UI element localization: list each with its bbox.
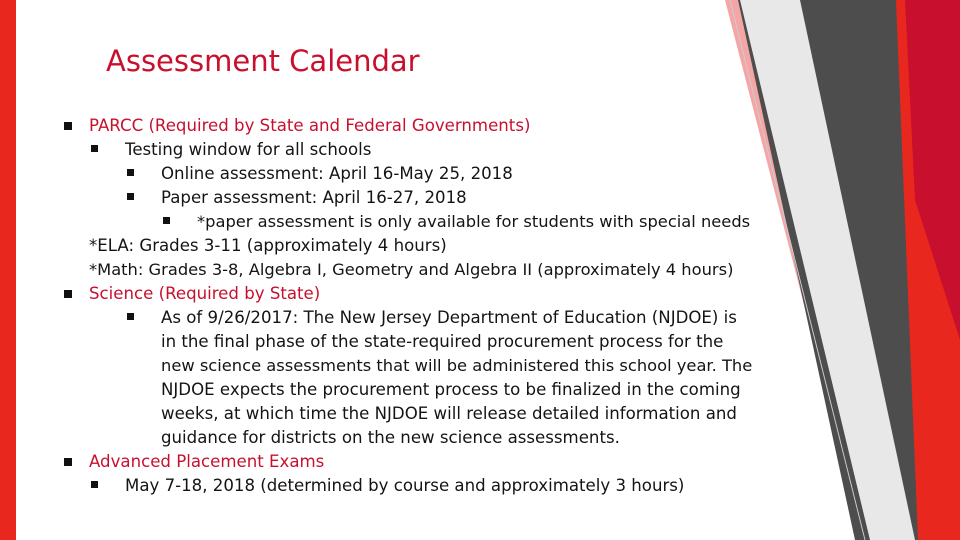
ela-note: *ELA: Grades 3-11 (approximately 4 hours): [89, 236, 447, 255]
ap-dates: May 7-18, 2018 (determined by course and approximately 3 hours): [125, 476, 685, 495]
bullet-ap-dates: [91, 481, 98, 488]
bullet-science: [64, 290, 72, 298]
science-heading: Science (Required by State): [89, 284, 321, 303]
slide-title: Assessment Calendar: [106, 44, 420, 78]
science-line: NJDOE expects the procurement process to be finalized in the coming: [161, 380, 741, 399]
parcc-paper-note: *paper assessment is only available for students with special needs: [197, 212, 751, 231]
science-line: As of 9/26/2017: The New Jersey Department of Education (NJDOE) is: [161, 308, 737, 327]
bullet-testing-window: [91, 145, 98, 152]
left-red-shape: [0, 0, 16, 540]
bullet-parcc: [64, 122, 72, 130]
bullet-online: [127, 169, 134, 176]
science-line: in the final phase of the state-required procurement process for the: [161, 332, 724, 351]
math-note: *Math: Grades 3-8, Algebra I, Geometry and Algebra II (approximately 4 hours): [89, 260, 734, 279]
bullet-science-update: [127, 313, 134, 320]
science-line: new science assessments that will be administered this school year. The: [161, 356, 753, 375]
bullet-ap: [64, 458, 72, 466]
parcc-testing-window: Testing window for all schools: [125, 140, 372, 159]
bullet-paper-note: [163, 217, 170, 224]
science-line: guidance for districts on the new science assessments.: [161, 428, 620, 447]
parcc-online: Online assessment: April 16-May 25, 2018: [161, 164, 513, 183]
parcc-heading: PARCC (Required by State and Federal Governments): [89, 116, 531, 135]
bullet-paper: [127, 193, 134, 200]
ap-heading: Advanced Placement Exams: [89, 452, 325, 471]
science-line: weeks, at which time the NJDOE will release detailed information and: [161, 404, 737, 423]
parcc-paper: Paper assessment: April 16-27, 2018: [161, 188, 467, 207]
